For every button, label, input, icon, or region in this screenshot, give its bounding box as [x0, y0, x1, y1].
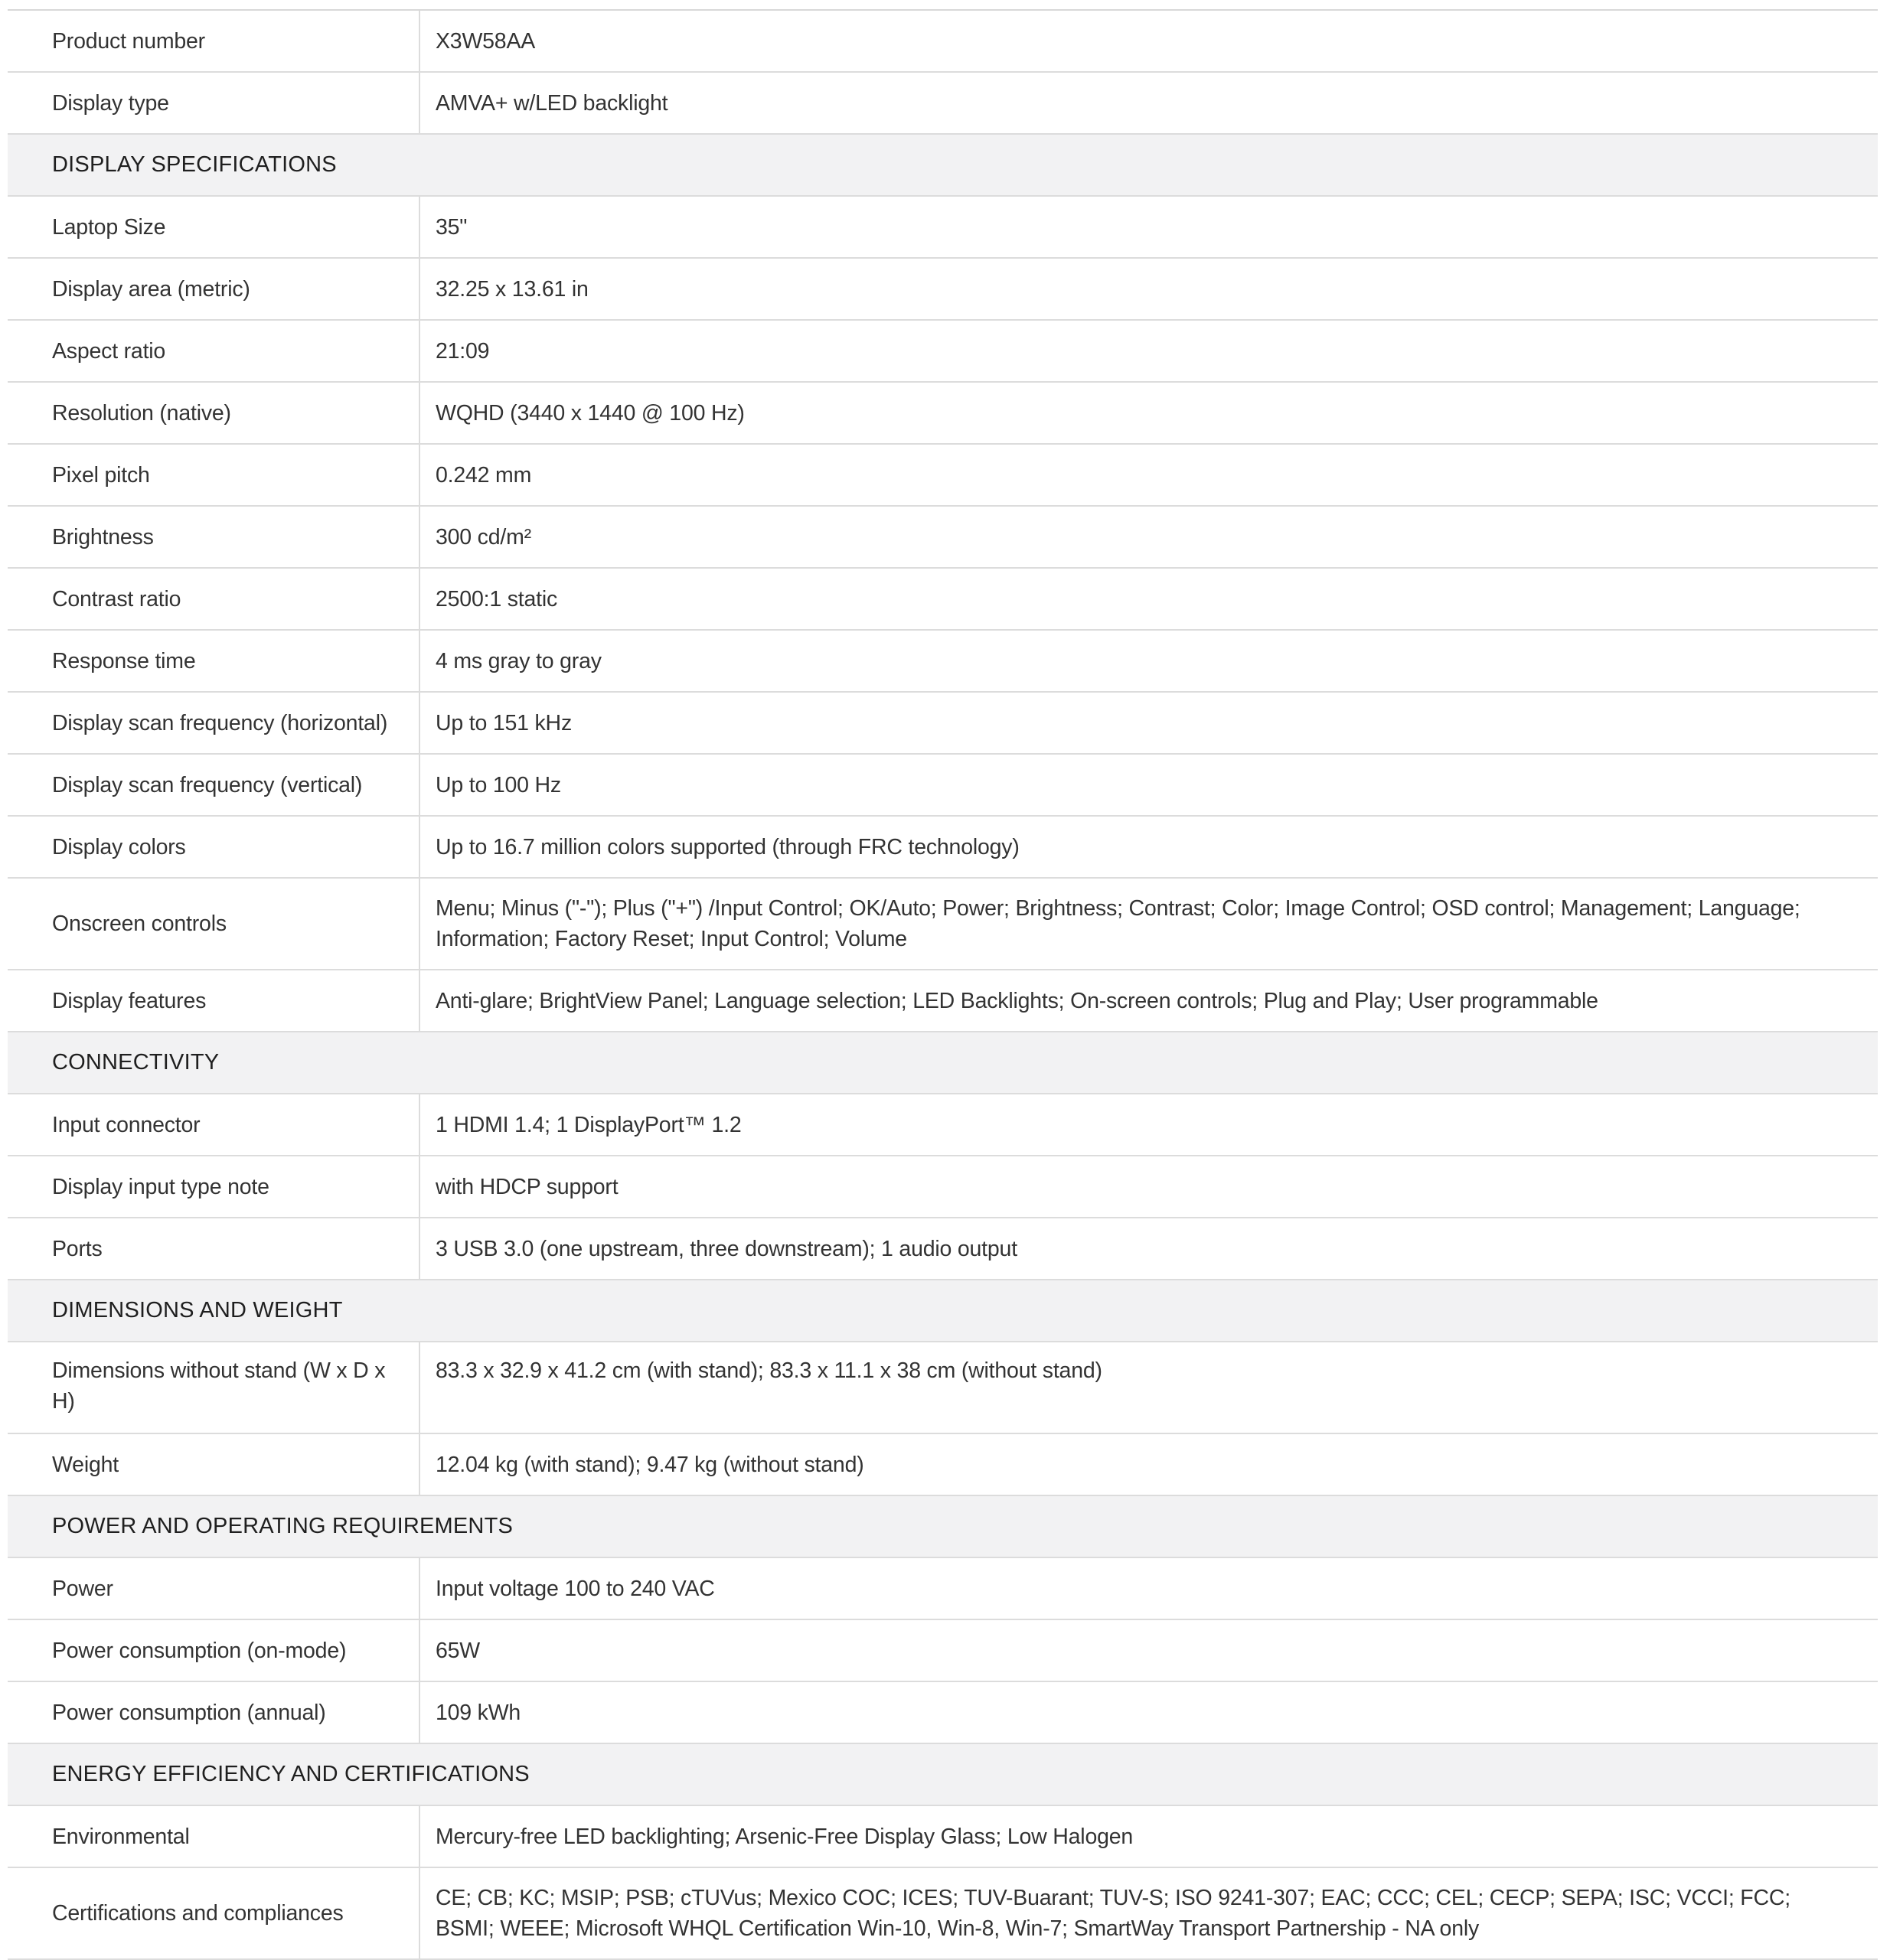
spec-value: Up to 151 kHz	[436, 710, 572, 735]
spec-label: Display scan frequency (vertical)	[8, 755, 420, 815]
spec-row	[8, 1434, 1878, 1496]
spec-label: Contrast ratio	[8, 569, 420, 629]
spec-label: Aspect ratio	[8, 321, 420, 381]
spec-row	[8, 1218, 1878, 1280]
spec-value: 1 HDMI 1.4; 1 DisplayPort™ 1.2	[436, 1112, 742, 1137]
spec-value: 109 kWh	[436, 1700, 521, 1725]
section-header	[8, 1496, 1878, 1558]
spec-row	[8, 1682, 1878, 1744]
spec-row	[8, 1342, 1878, 1434]
spec-row	[8, 73, 1878, 135]
spec-row	[8, 631, 1878, 693]
spec-label: Environmental	[8, 1806, 420, 1867]
spec-value: Mercury-free LED backlighting; Arsenic-Free Display Glass; Low Halogen	[436, 1824, 1134, 1849]
spec-value: with HDCP support	[436, 1174, 619, 1199]
spec-label: Input connector	[8, 1094, 420, 1155]
spec-row	[8, 383, 1878, 445]
spec-label: Resolution (native)	[8, 383, 420, 443]
spec-label: Certifications and compliances	[8, 1868, 420, 1958]
spec-value: 83.3 x 32.9 x 41.2 cm (with stand); 83.3 x 11.1 x 38 cm (without stand)	[436, 1358, 1102, 1383]
spec-label: Display scan frequency (horizontal)	[8, 693, 420, 753]
section-title: DIMENSIONS AND WEIGHT	[52, 1298, 343, 1322]
spec-value: 4 ms gray to gray	[436, 648, 602, 673]
spec-value: Menu; Minus ("-"); Plus ("+") /Input Control; OK/Auto; Power; Brightness; Contrast; Color; Image Control; OSD control; Management; Language; Information; Factory Reset; Input Control; Volume	[436, 896, 1800, 951]
spec-row	[8, 693, 1878, 755]
spec-label: Ports	[8, 1218, 420, 1279]
spec-label: Response time	[8, 631, 420, 691]
spec-value: 3 USB 3.0 (one upstream, three downstream); 1 audio output	[436, 1236, 1017, 1261]
spec-value: WQHD (3440 x 1440 @ 100 Hz)	[436, 400, 745, 426]
section-title: ENERGY EFFICIENCY AND CERTIFICATIONS	[52, 1762, 530, 1786]
spec-value: Input voltage 100 to 240 VAC	[436, 1576, 715, 1601]
spec-row	[8, 1094, 1878, 1156]
spec-label: Onscreen controls	[8, 879, 420, 969]
section-header	[8, 135, 1878, 197]
spec-label: Power	[8, 1558, 420, 1619]
spec-value: 21:09	[436, 338, 490, 364]
spec-row	[8, 569, 1878, 631]
spec-label: Pixel pitch	[8, 445, 420, 505]
section-header	[8, 1744, 1878, 1806]
spec-row	[8, 11, 1878, 73]
section-title: POWER AND OPERATING REQUIREMENTS	[52, 1514, 514, 1538]
spec-row	[8, 259, 1878, 321]
spec-value: 65W	[436, 1638, 481, 1663]
spec-row	[8, 970, 1878, 1032]
spec-label: Laptop Size	[8, 197, 420, 257]
spec-row	[8, 197, 1878, 259]
spec-row	[8, 445, 1878, 507]
spec-label: Power consumption (annual)	[8, 1682, 420, 1743]
spec-row	[8, 1806, 1878, 1868]
spec-value: 32.25 x 13.61 in	[436, 276, 589, 302]
spec-row	[8, 755, 1878, 817]
spec-label: Brightness	[8, 507, 420, 567]
spec-value: Up to 16.7 million colors supported (through FRC technology)	[436, 834, 1020, 859]
spec-label: Weight	[8, 1434, 420, 1495]
spec-value: 35"	[436, 214, 468, 240]
spec-table	[8, 9, 1878, 1960]
section-header	[8, 1280, 1878, 1342]
spec-value: 12.04 kg (with stand); 9.47 kg (without stand)	[436, 1452, 864, 1477]
spec-label: Power consumption (on-mode)	[8, 1620, 420, 1681]
spec-row	[8, 1558, 1878, 1620]
spec-value: Up to 100 Hz	[436, 772, 561, 797]
spec-label: Display colors	[8, 817, 420, 877]
spec-value: CE; CB; KC; MSIP; PSB; cTUVus; Mexico COC; ICES; TUV-Buarant; TUV-S; ISO 9241-307; EAC; CCC; CEL; CECP; SEPA; ISC; VCCI; FCC; BSMI; WEEE; Microsoft WHQL Certification Win-10, Win-8, Win-7; SmartWay Transport Partnership - NA only	[436, 1886, 1790, 1941]
section-title: CONNECTIVITY	[52, 1050, 220, 1075]
spec-value: AMVA+ w/LED backlight	[436, 90, 668, 116]
spec-row	[8, 321, 1878, 383]
spec-row	[8, 817, 1878, 879]
spec-label: Display features	[8, 970, 420, 1031]
spec-value: Anti-glare; BrightView Panel; Language selection; LED Backlights; On-screen controls; Plug and Play; User programmable	[436, 988, 1598, 1013]
spec-row	[8, 1156, 1878, 1218]
spec-row	[8, 1620, 1878, 1682]
spec-value: X3W58AA	[436, 28, 536, 54]
section-title: DISPLAY SPECIFICATIONS	[52, 152, 337, 177]
spec-label: Display area (metric)	[8, 259, 420, 319]
spec-value: 300 cd/m²	[436, 524, 531, 550]
spec-value: 0.242 mm	[436, 462, 532, 488]
section-header	[8, 1032, 1878, 1094]
spec-label: Product number	[8, 11, 420, 71]
spec-row	[8, 879, 1878, 970]
spec-row	[8, 507, 1878, 569]
spec-label: Display input type note	[8, 1156, 420, 1217]
spec-row	[8, 1868, 1878, 1960]
spec-value: 2500:1 static	[436, 586, 558, 611]
spec-label: Display type	[8, 73, 420, 133]
spec-label: Dimensions without stand (W x D x H)	[8, 1342, 420, 1433]
